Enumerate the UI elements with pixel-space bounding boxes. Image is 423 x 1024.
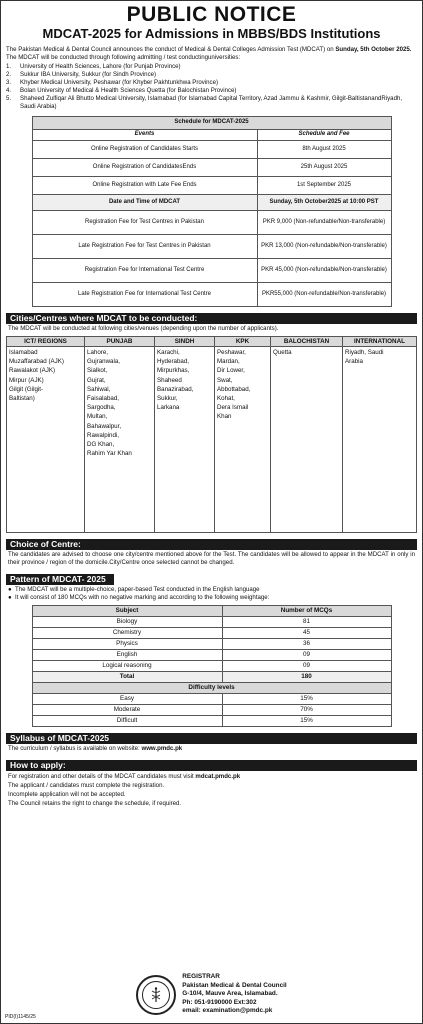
- list-number: 1.: [6, 63, 12, 70]
- city-name: Gilgit (Gilgit-: [9, 385, 44, 393]
- sindh-cities: [155, 347, 215, 533]
- difficulty-heading: Difficulty levels: [32, 683, 391, 694]
- list-item: [8, 594, 415, 602]
- city-name: Sahiwal,: [87, 385, 111, 393]
- cities-text: The MDCAT will be conducted at following cities/venues (depending upon the number of applicants).: [8, 325, 279, 332]
- table-row: [32, 159, 391, 177]
- table-row: [32, 716, 391, 727]
- city-name: Bahawalpur,: [87, 422, 122, 430]
- intro-line2: The MDCAT will be conducted through following admitting / test conductinguniversities:: [6, 54, 241, 61]
- table-row: [32, 235, 391, 259]
- value-cell: PKR 9,000 (Non-refundable/Non-transferable): [257, 211, 391, 235]
- pct-cell: 15%: [222, 716, 391, 727]
- city-name: Muzaffarabad (AJK): [9, 358, 64, 366]
- apply-line4: The Council retains the right to change the schedule, if required.: [8, 800, 182, 807]
- city-name: Kohat,: [217, 395, 235, 403]
- table-row: [7, 347, 417, 533]
- apply-text: [6, 771, 417, 809]
- count-cell: 45: [222, 628, 391, 639]
- list-number: 2.: [6, 71, 12, 78]
- city-name: Gujrat,: [87, 376, 106, 384]
- value-cell: PKR 45,000 (Non-refundable/Non-transferable): [257, 259, 391, 283]
- col-ict: ICT/ REGIONS: [7, 337, 85, 347]
- col-international: INTERNATIONAL: [343, 337, 417, 347]
- city-name: Islamabad: [9, 349, 38, 356]
- mdcat-link[interactable]: mdcat.pmdc.pk: [195, 773, 241, 780]
- city-name: Arabia: [345, 358, 363, 366]
- city-name: Sialkot,: [87, 367, 108, 375]
- table-row: [32, 283, 391, 307]
- mcq-table: [32, 605, 392, 727]
- value-cell: PKR 13,000 (Non-refundable/Non-transferable): [257, 235, 391, 259]
- event-cell: Registration Fee for Test Centres in Pakistan: [32, 211, 257, 235]
- count-cell: 36: [222, 639, 391, 650]
- intro-line1: The Pakistan Medical & Dental Council announces the conduct of Medical & Dental Colleges Admission Test (MDCAT) on: [6, 46, 334, 53]
- city-name: Shaheed: [157, 376, 182, 384]
- table-row: [32, 661, 391, 672]
- subject-cell: Logical reasoning: [32, 661, 222, 672]
- col-kpk: KPK: [215, 337, 271, 347]
- syllabus-heading: Syllabus of MDCAT-2025: [6, 733, 417, 744]
- city-name: Rawalakot (AJK): [9, 367, 56, 375]
- university-name: Shaheed Zulfiqar Ali Bhutto Medical University, Islamabad (for Islamabad Capital Territory, Azad Jammu & Kashmir, Gilgit-BaltistanandRiyadh, Saudi Arabia): [20, 95, 403, 110]
- table-row: [32, 259, 391, 283]
- table-row: [32, 617, 391, 628]
- value-cell: Sunday, 5th October2025 at 10:00 PST: [257, 195, 391, 211]
- seal-inner: [142, 981, 170, 1009]
- col-events: Events: [32, 130, 257, 141]
- total-label: Total: [32, 672, 222, 683]
- bullet-text: It will consist of 180 MCQs with no negative marking and according to the following weightage:: [15, 594, 270, 601]
- count-cell: 09: [222, 661, 391, 672]
- registrar-address: [182, 973, 286, 1016]
- org-phone: Ph: 051-9190000 Ext:302: [182, 998, 257, 1006]
- schedule-title: Schedule for MDCAT-2025: [32, 117, 391, 130]
- bullet-icon: ●: [8, 594, 12, 601]
- city-name: Mirpur (AJK): [9, 376, 44, 384]
- schedule-table: [32, 116, 392, 307]
- table-row: [32, 650, 391, 661]
- value-cell: 1st September 2025: [257, 177, 391, 195]
- university-name: Sukkur IBA University, Sukkur (for Sindh Province): [20, 71, 157, 78]
- syllabus-text: [6, 744, 417, 754]
- apply-line: [8, 772, 415, 781]
- intro-paragraph: [6, 46, 417, 62]
- choice-text: The candidates are advised to choose one city/centre mentioned above for the Test. The candidates will be allowed to appear in the MDCAT in only in their province / region of the domicile.City/Centre once selected cannot be changed.: [8, 551, 415, 566]
- city-name: Riyadh, Saudi: [345, 349, 384, 356]
- city-name: Baltistan): [9, 395, 35, 403]
- subject-cell: Chemistry: [32, 628, 222, 639]
- pattern-bullets: [6, 585, 417, 603]
- syllabus-label: The curriculum / syllabus is available on website:: [8, 745, 142, 752]
- notice-subtitle: MDCAT-2025 for Admissions in MBBS/BDS Institutions: [42, 26, 381, 41]
- pct-cell: 15%: [222, 694, 391, 705]
- pid-label: PID(I)1145/25: [5, 1013, 36, 1020]
- col-balochistan: BALOCHISTAN: [271, 337, 343, 347]
- table-row: [32, 705, 391, 716]
- city-name: Faisalabad,: [87, 395, 119, 403]
- level-cell: Moderate: [32, 705, 222, 716]
- university-name: Khyber Medical University, Peshawar (for Khyber Pakhtunkhwa Province): [20, 79, 219, 86]
- city-name: Mirpurkhas,: [157, 367, 190, 375]
- col-sindh: SINDH: [155, 337, 215, 347]
- city-name: Gujranwala,: [87, 358, 121, 366]
- punjab-cities: [85, 347, 155, 533]
- list-item: [6, 95, 417, 111]
- list-number: 3.: [6, 79, 12, 86]
- city-name: Mardan,: [217, 358, 240, 366]
- city-name: Karachi,: [157, 349, 180, 356]
- event-cell: Date and Time of MDCAT: [32, 195, 257, 211]
- value-cell: 25th August 2025: [257, 159, 391, 177]
- bullet-icon: ●: [8, 586, 12, 593]
- international-cities: [343, 347, 417, 533]
- col-punjab: PUNJAB: [85, 337, 155, 347]
- apply-line3: Incomplete application will not be accepted.: [8, 791, 126, 798]
- kpk-cities: [215, 347, 271, 533]
- city-name: Rawalpindi,: [87, 431, 119, 439]
- city-name: Larkana: [157, 404, 180, 412]
- city-name: Dir Lower,: [217, 367, 245, 375]
- event-cell: Online Registration of CandidatesEnds: [32, 159, 257, 177]
- pmdc-link[interactable]: www.pmdc.pk: [141, 745, 183, 752]
- apply-line2: The applicant / candidates must complete the registration.: [8, 782, 165, 789]
- city-name: DG Khan,: [87, 441, 115, 449]
- pattern-heading: Pattern of MDCAT- 2025: [6, 574, 114, 585]
- university-list: [6, 63, 417, 111]
- city-name: Peshawar,: [217, 349, 246, 356]
- event-cell: Online Registration of Candidates Starts: [32, 141, 257, 159]
- list-item: [8, 586, 415, 594]
- col-mcqs: Number of MCQs: [222, 606, 391, 617]
- table-row: [32, 211, 391, 235]
- event-cell: Registration Fee for International Test Centre: [32, 259, 257, 283]
- table-row: [32, 141, 391, 159]
- university-name: Bolan University of Medical & Health Sciences Quetta (for Balochistan Province): [20, 87, 237, 94]
- apply-line1: For registration and other details of the MDCAT candidates must visit: [8, 773, 196, 780]
- list-number: 4.: [6, 87, 12, 94]
- city-name: Sargodha,: [87, 404, 116, 412]
- balochistan-cities: [271, 347, 343, 533]
- footer: [6, 966, 417, 1023]
- pmdc-seal-icon: [136, 975, 176, 1015]
- value-cell: PKR55,000 (Non-refundable/Non-transferable): [257, 283, 391, 307]
- bullet-text: The MDCAT will be a multiple-choice, paper-based Test conducted in the English language: [15, 586, 260, 593]
- total-row: [32, 672, 391, 683]
- pct-cell: 70%: [222, 705, 391, 716]
- city-name: Lahore,: [87, 349, 108, 356]
- subject-cell: Physics: [32, 639, 222, 650]
- table-row: [32, 628, 391, 639]
- city-name: Swat,: [217, 376, 233, 384]
- list-item: [6, 71, 417, 79]
- city-name: Hyderabad,: [157, 358, 189, 366]
- org-email: email: examination@pmdc.pk: [182, 1007, 273, 1015]
- city-name: Banazirabad,: [157, 385, 194, 393]
- ict-cities: [7, 347, 85, 533]
- choice-heading: Choice of Centre:: [6, 539, 417, 550]
- org-name: Pakistan Medical & Dental Council: [182, 981, 287, 989]
- level-cell: Easy: [32, 694, 222, 705]
- count-cell: 81: [222, 617, 391, 628]
- city-name: Khan: [217, 413, 232, 421]
- table-row: [32, 639, 391, 650]
- city-name: Quetta: [273, 349, 292, 356]
- university-name: University of Health Sciences, Lahore (for Punjab Province): [20, 63, 181, 70]
- city-name: Multan,: [87, 413, 108, 421]
- count-cell: 09: [222, 650, 391, 661]
- city-name: Abbottabad,: [217, 385, 251, 393]
- city-name: Dera Ismail: [217, 404, 249, 412]
- cities-heading: Cities/Centres where MDCAT to be conducted:: [6, 313, 417, 324]
- list-item: [6, 63, 417, 71]
- table-row: [32, 195, 391, 211]
- caduceus-icon: [147, 986, 165, 1004]
- level-cell: Difficult: [32, 716, 222, 727]
- col-schedule: Schedule and Fee: [257, 130, 391, 141]
- list-item: [6, 87, 417, 95]
- intro-date: Sunday, 5th October 2025.: [335, 46, 412, 53]
- event-cell: Late Registration Fee for Test Centres in Pakistan: [32, 235, 257, 259]
- notice-title: PUBLIC NOTICE: [126, 3, 297, 26]
- apply-heading: How to apply:: [6, 760, 417, 771]
- cities-table: [6, 336, 417, 533]
- value-cell: 8th August 2025: [257, 141, 391, 159]
- event-cell: Late Registration Fee for International Test Centre: [32, 283, 257, 307]
- subject-cell: English: [32, 650, 222, 661]
- org-address: G-10/4, Mauve Area, Islamabad.: [182, 990, 278, 998]
- col-subject: Subject: [32, 606, 222, 617]
- city-name: Rahim Yar Khan: [87, 450, 132, 458]
- total-value: 180: [222, 672, 391, 683]
- table-row: [32, 177, 391, 195]
- registrar-title: REGISTRAR: [182, 973, 220, 981]
- subject-cell: Biology: [32, 617, 222, 628]
- city-name: Sukkur,: [157, 395, 178, 403]
- event-cell: Online Registration with Late Fee Ends: [32, 177, 257, 195]
- list-number: 5.: [6, 95, 12, 102]
- table-row: [32, 694, 391, 705]
- list-item: [6, 79, 417, 87]
